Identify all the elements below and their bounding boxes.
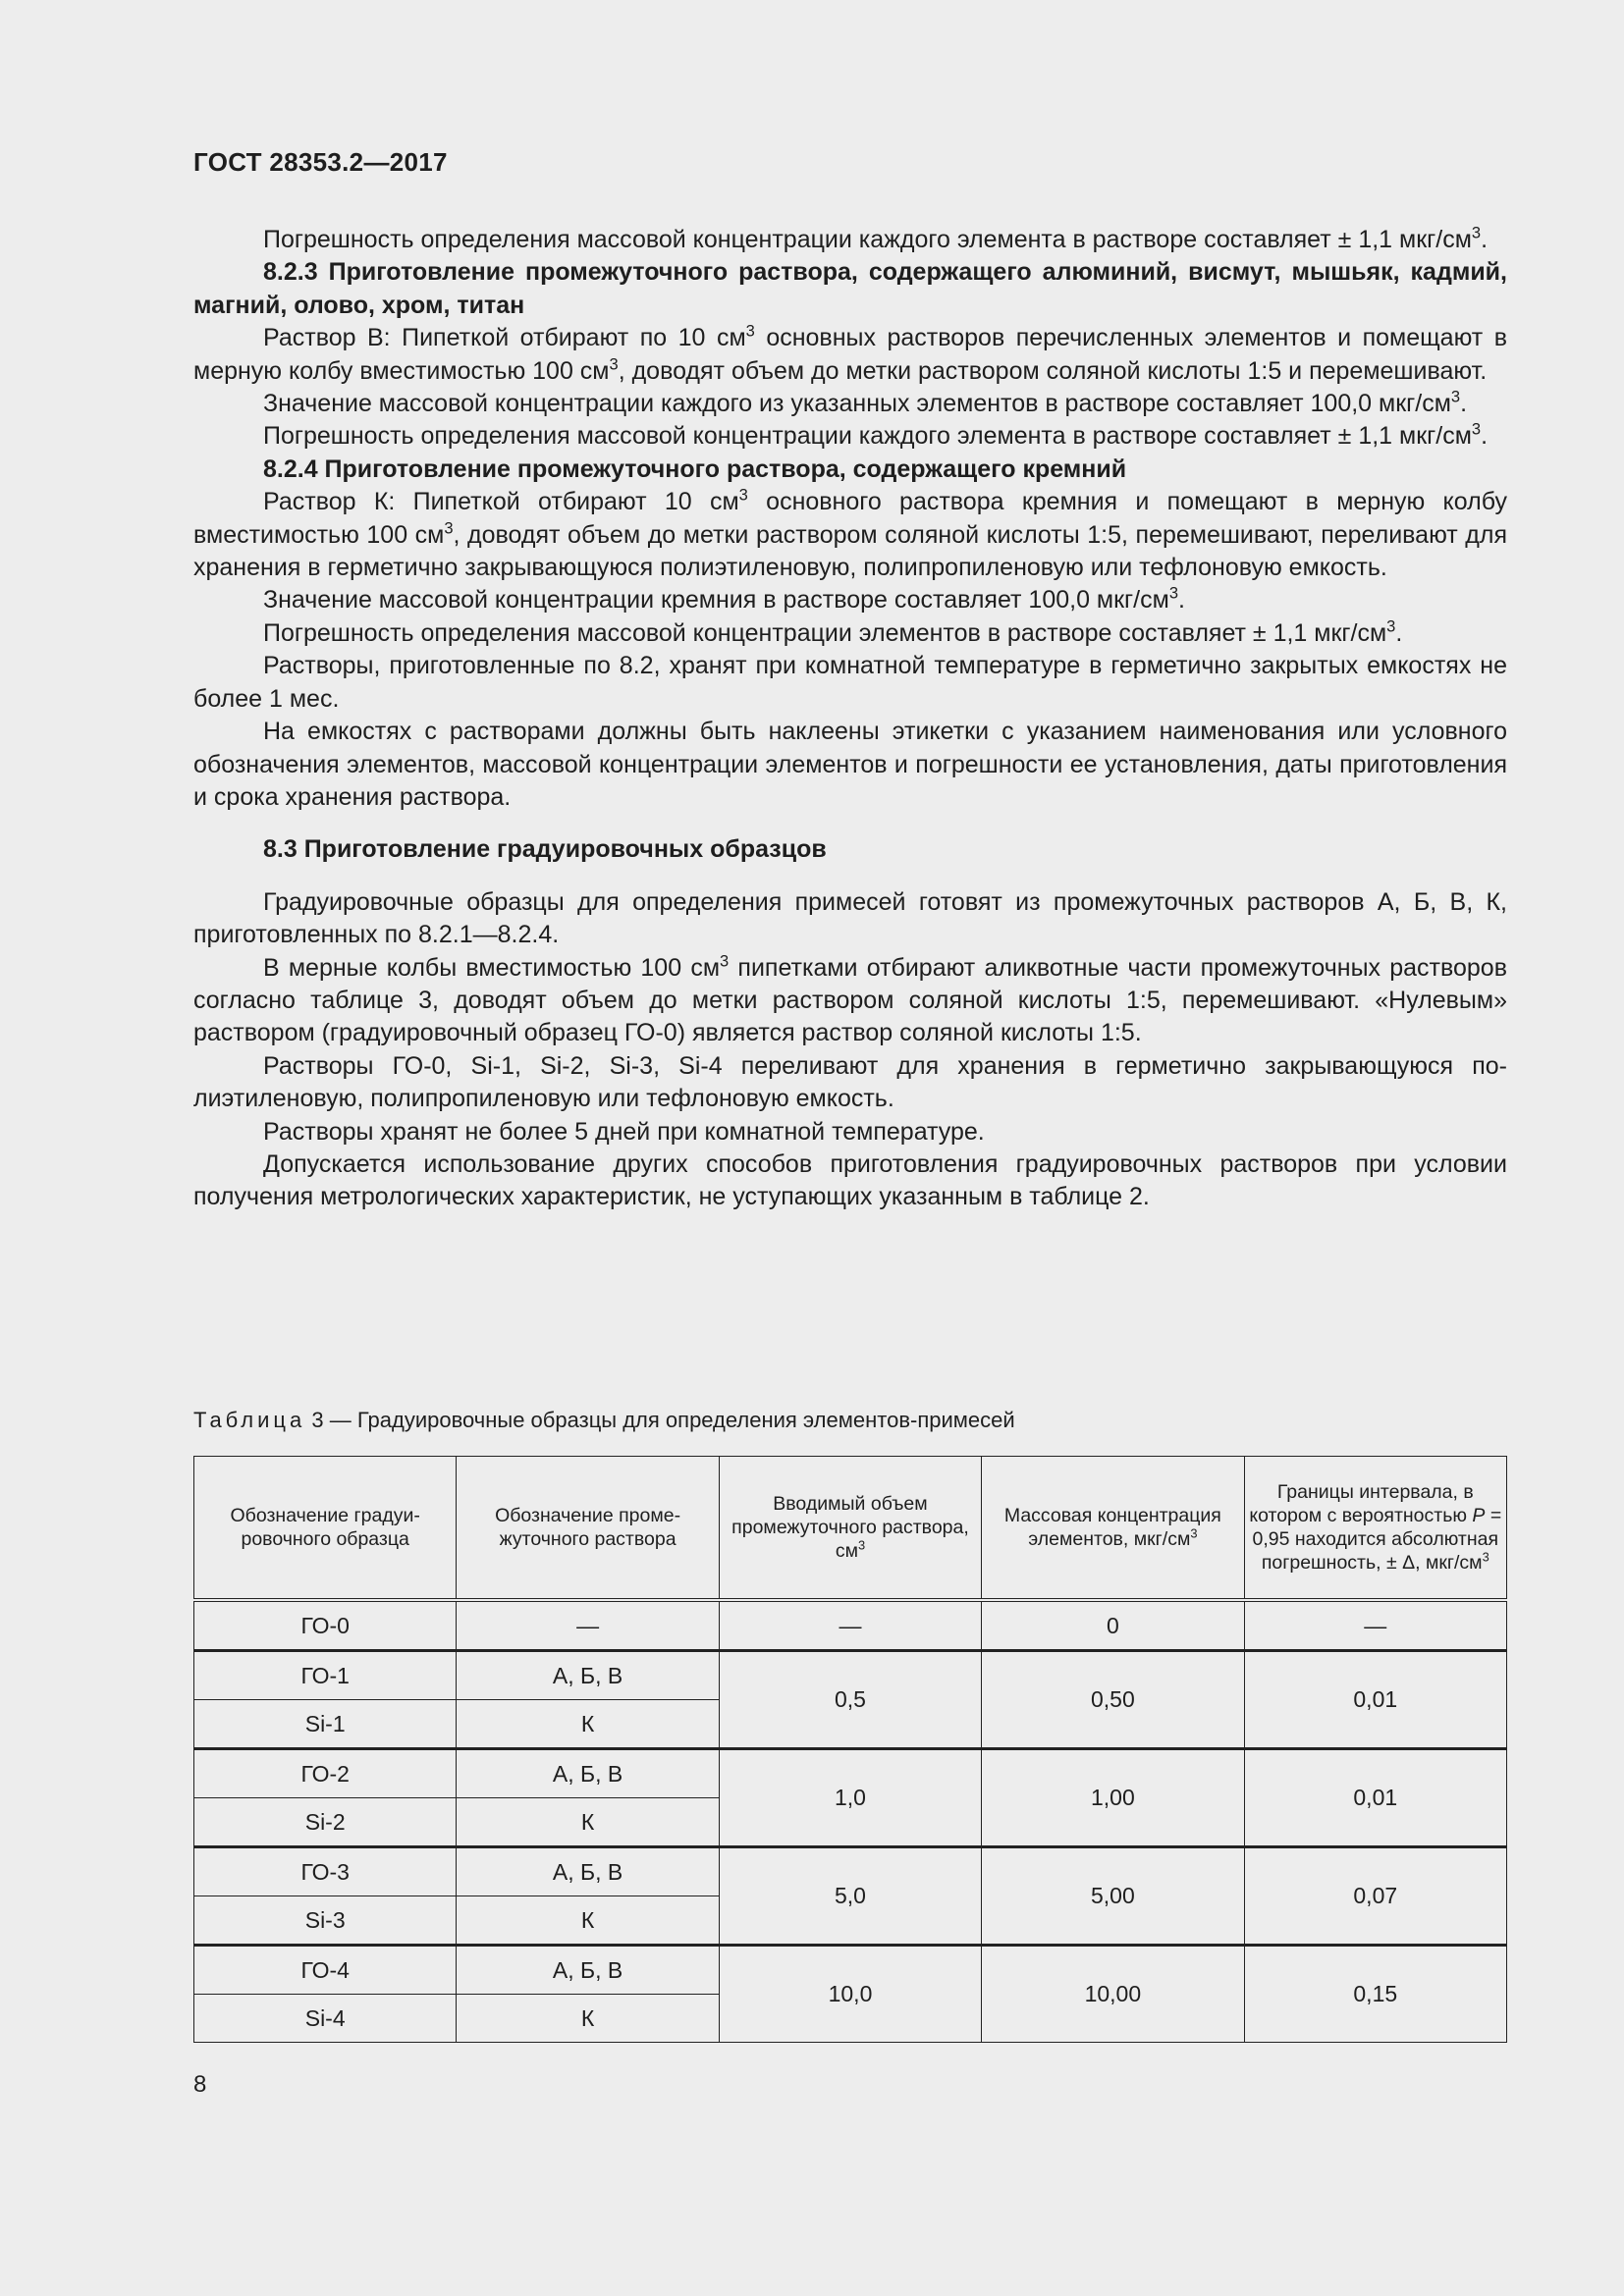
paragraph-solution-k: Раствор К: Пипеткой отбирают 10 $см^3$ основного раствора кремния и помещают в мерную колбу вместимостью 100 $см^3$, доводят объем до метки раствором соляной кислоты 1:5, перемешивают, переливают для хранения в герметично закрывающуюся полиэтиленовую, полипропиленовую или тефлоновую емкость.: [193, 486, 1507, 582]
sample-cell: Si-4: [194, 1995, 457, 2043]
paragraph-shelf-life: Растворы хранят не более 5 дней при комнатной температуре.: [263, 1117, 985, 1146]
paragraph-error-1: Погрешность определения массовой концентрации каждого элемента в растворе составляет ± 1,1 мкг/$см^3$.: [263, 224, 1489, 253]
solution-cell: А, Б, В: [457, 1651, 719, 1700]
solution-cell: А, Б, В: [457, 1847, 719, 1896]
sample-cell: ГО-4: [194, 1946, 457, 1995]
sample-cell: Si-1: [194, 1700, 457, 1749]
volume-cell: 0,5: [719, 1651, 981, 1749]
paragraph-storage: Растворы, приготовленные по 8.2, хранят при комнатной температуре в герметично закрытых емкостях не более 1 мес.: [193, 652, 1507, 713]
error-cell: 0,07: [1244, 1847, 1506, 1946]
sample-cell: Si-3: [194, 1896, 457, 1946]
solution-cell: А, Б, В: [457, 1946, 719, 1995]
paragraph-error-2: Погрешность определения массовой концентрации каждого элемента в растворе составляет ± 1,1 мкг/$см^3$.: [263, 421, 1489, 451]
volume-cell: 5,0: [719, 1847, 981, 1946]
solution-cell: К: [457, 1798, 719, 1847]
table-row: [194, 1651, 1507, 1700]
header-volume: Вводимый объем промежуточного раствора, $см^3$: [719, 1457, 981, 1601]
sample-cell: ГО-0: [194, 1600, 457, 1651]
error-cell: 0,15: [1244, 1946, 1506, 2043]
paragraph-error-3: Погрешность определения массовой концентрации элементов в растворе составляет ± 1,1 мкг/$см^3$.: [263, 617, 1403, 647]
paragraph-concentration-k: Значение массовой концентрации кремния в растворе составляет 100,0 мкг/$см^3$.: [263, 585, 1185, 614]
concentration-cell: 0,50: [982, 1651, 1244, 1749]
volume-cell: —: [719, 1600, 981, 1651]
error-cell: —: [1244, 1600, 1506, 1651]
subsection-title-8-2-3: 8.2.3 Приготовление промежуточного раствора, содержащего алюминий, висмут, мышьяк, кадмий, магний, олово, хром, титан: [193, 258, 1507, 319]
paragraph-flasks: В мерные колбы вместимостью 100 $см^3$ пипетками отбирают аликвотные части промежуточных растворов согласно таблице 3, доводят объем до метки раствором соляной кислоты 1:5, перемешивают. «Нулевым» раствором (градуировочный образец ГО-0) является раствор соляной кислоты 1:5.: [193, 952, 1507, 1047]
page-number: 8: [193, 2071, 207, 2098]
table-header-row: [194, 1457, 1507, 1601]
table-row: [194, 1600, 1507, 1651]
table-caption: Таблица 3 — Градуировочные образцы для определения элементов-примесей: [193, 1408, 1015, 1432]
document-header: ГОСТ 28353.2—2017: [193, 147, 448, 177]
subsection-title-8-2-4: 8.2.4 Приготовление промежуточного раствора, содержащего кремний: [263, 454, 1127, 483]
paragraph-labels: На емкостях с растворами должны быть наклеены этикетки с указанием наименования или условного обозначения элементов, массовой концентрации элементов и погрешности ее установления, даты приготовления и срока хранения раствора.: [193, 718, 1507, 811]
volume-cell: 1,0: [719, 1749, 981, 1847]
sample-cell: Si-2: [194, 1798, 457, 1847]
document-body: [193, 224, 1507, 1214]
header-solution-designation: Обозначение промежуточного раствора: [457, 1457, 719, 1601]
error-cell: 0,01: [1244, 1651, 1506, 1749]
concentration-cell: 1,00: [982, 1749, 1244, 1847]
solution-cell: К: [457, 1995, 719, 2043]
table-row: [194, 1847, 1507, 1896]
sample-cell: ГО-3: [194, 1847, 457, 1896]
paragraph-solution-v: Раствор В: Пипеткой отбирают по 10 $см^3$ основных растворов перечисленных элементов и помещают в мерную колбу вместимостью 100 $см^3$, доводят объем до метки раствором соляной кислоты 1:5 и перемешивают.: [193, 322, 1508, 385]
concentration-cell: 10,00: [982, 1946, 1244, 2043]
table-row: [194, 1946, 1507, 1995]
sample-cell: ГО-2: [194, 1749, 457, 1798]
paragraph-alternatives: Допускается использование других способов приготовления градуировочных растворов при условии получения метрологических характеристик, не уступающих указанным в таблице 2.: [193, 1149, 1507, 1211]
paragraph-calibration: Градуировочные образцы для определения примесей готовят из промежуточных растворов А, Б, В, К, приготовленных по 8.2.1—8.2.4.: [193, 887, 1507, 949]
solution-cell: К: [457, 1700, 719, 1749]
paragraph-containers: Растворы ГО-0, Si-1, Si-2, Si-3, Si-4 переливают для хранения в герметично закрывающуюся полиэтиленовую, полипропиленовую или тефлоновую емкость.: [193, 1051, 1507, 1113]
volume-cell: 10,0: [719, 1946, 981, 2043]
solution-cell: —: [457, 1600, 719, 1651]
header-sample-designation: Обозначение градуировочного образца: [194, 1457, 457, 1601]
solution-cell: А, Б, В: [457, 1749, 719, 1798]
paragraph-concentration-v: Значение массовой концентрации каждого из указанных элементов в растворе составляет 100,0 мкг/$см^3$.: [263, 388, 1468, 418]
concentration-cell: 5,00: [982, 1847, 1244, 1946]
sample-cell: ГО-1: [194, 1651, 457, 1700]
table-row: [194, 1749, 1507, 1798]
header-error-interval: Границы интервала, в котором с вероятностью P = 0,95 находится абсолютная погрешность, ± Δ, мкг/$см^3$: [1244, 1457, 1506, 1601]
solution-cell: К: [457, 1896, 719, 1946]
calibration-table: [193, 1456, 1507, 2043]
concentration-cell: 0: [982, 1600, 1244, 1651]
section-title-8-3: 8.3 Приготовление градуировочных образцов: [263, 835, 827, 864]
header-concentration: Массовая концентрация элементов, мкг/$см^3$: [982, 1457, 1244, 1601]
error-cell: 0,01: [1244, 1749, 1506, 1847]
